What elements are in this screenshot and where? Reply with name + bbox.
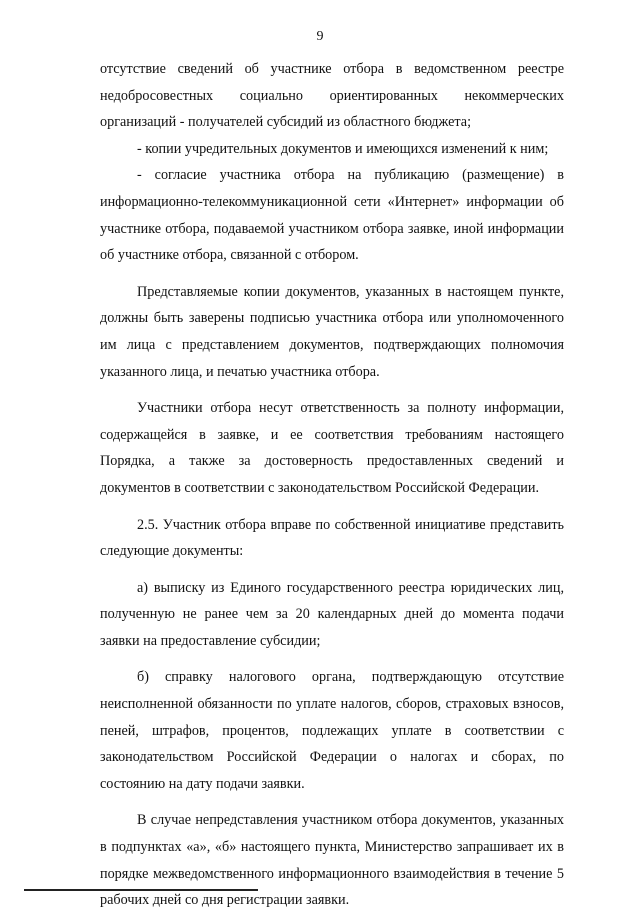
paragraph-list-item: - согласие участника отбора на публикацию (размещение) в информационно-телекоммуникационной сети «Интернет» информации об участнике отбора, подаваемой участником отбора заявке, иной информации об участнике отбора, связанной с отбором.	[100, 167, 564, 264]
paragraph: В случае непредставления участником отбора документов, указанных в подпунктах «а», «б» настоящего пункта, Министерство запрашивает их в порядке межведомственного информационного взаимодействия в течение 5 рабочих дней со дня регистрации заявки.	[100, 812, 564, 909]
paragraph-continuation: отсутствие сведений об участнике отбора в ведомственном реестре недобросовестных социально ориентированных некоммерческих организаций - получателей субсидий из областного бюджета;	[100, 61, 564, 131]
paragraph-section-2-5: 2.5. Участник отбора вправе по собственной инициативе представить следующие документы:	[100, 516, 564, 560]
document-body	[100, 56, 564, 914]
paragraph: Представляемые копии документов, указанных в настоящем пункте, должны быть заверены подписью участника отбора или уполномоченного им лица с представлением документов, подтверждающих полномочия указанного лица, и печатью участника отбора.	[100, 283, 564, 380]
paragraph-subitem-a: а) выписку из Единого государственного реестра юридических лиц, полученную не ранее чем за 20 календарных дней до момента подачи заявки на предоставление субсидии;	[100, 579, 564, 649]
paragraph: Участники отбора несут ответственность за полноту информации, содержащейся в заявке, и ее соответствия требованиям настоящего Порядка, а также за достоверность предоставленных сведений и документов в соответствии с законодательством Российской Федерации.	[100, 400, 564, 496]
page-number: 9	[316, 29, 324, 44]
footer-rule	[24, 889, 258, 891]
paragraph-subitem-b: б) справку налогового органа, подтверждающую отсутствие неисполненной обязанности по уплате налогов, сборов, страховых взносов, пеней, штрафов, процентов, подлежащих уплате в соответствии с законодательством Российской Федерации о налогах и сборах, по состоянию на дату подачи заявки.	[100, 669, 564, 792]
paragraph-list-item: - копии учредительных документов и имеющихся изменений к ним;	[137, 140, 549, 157]
